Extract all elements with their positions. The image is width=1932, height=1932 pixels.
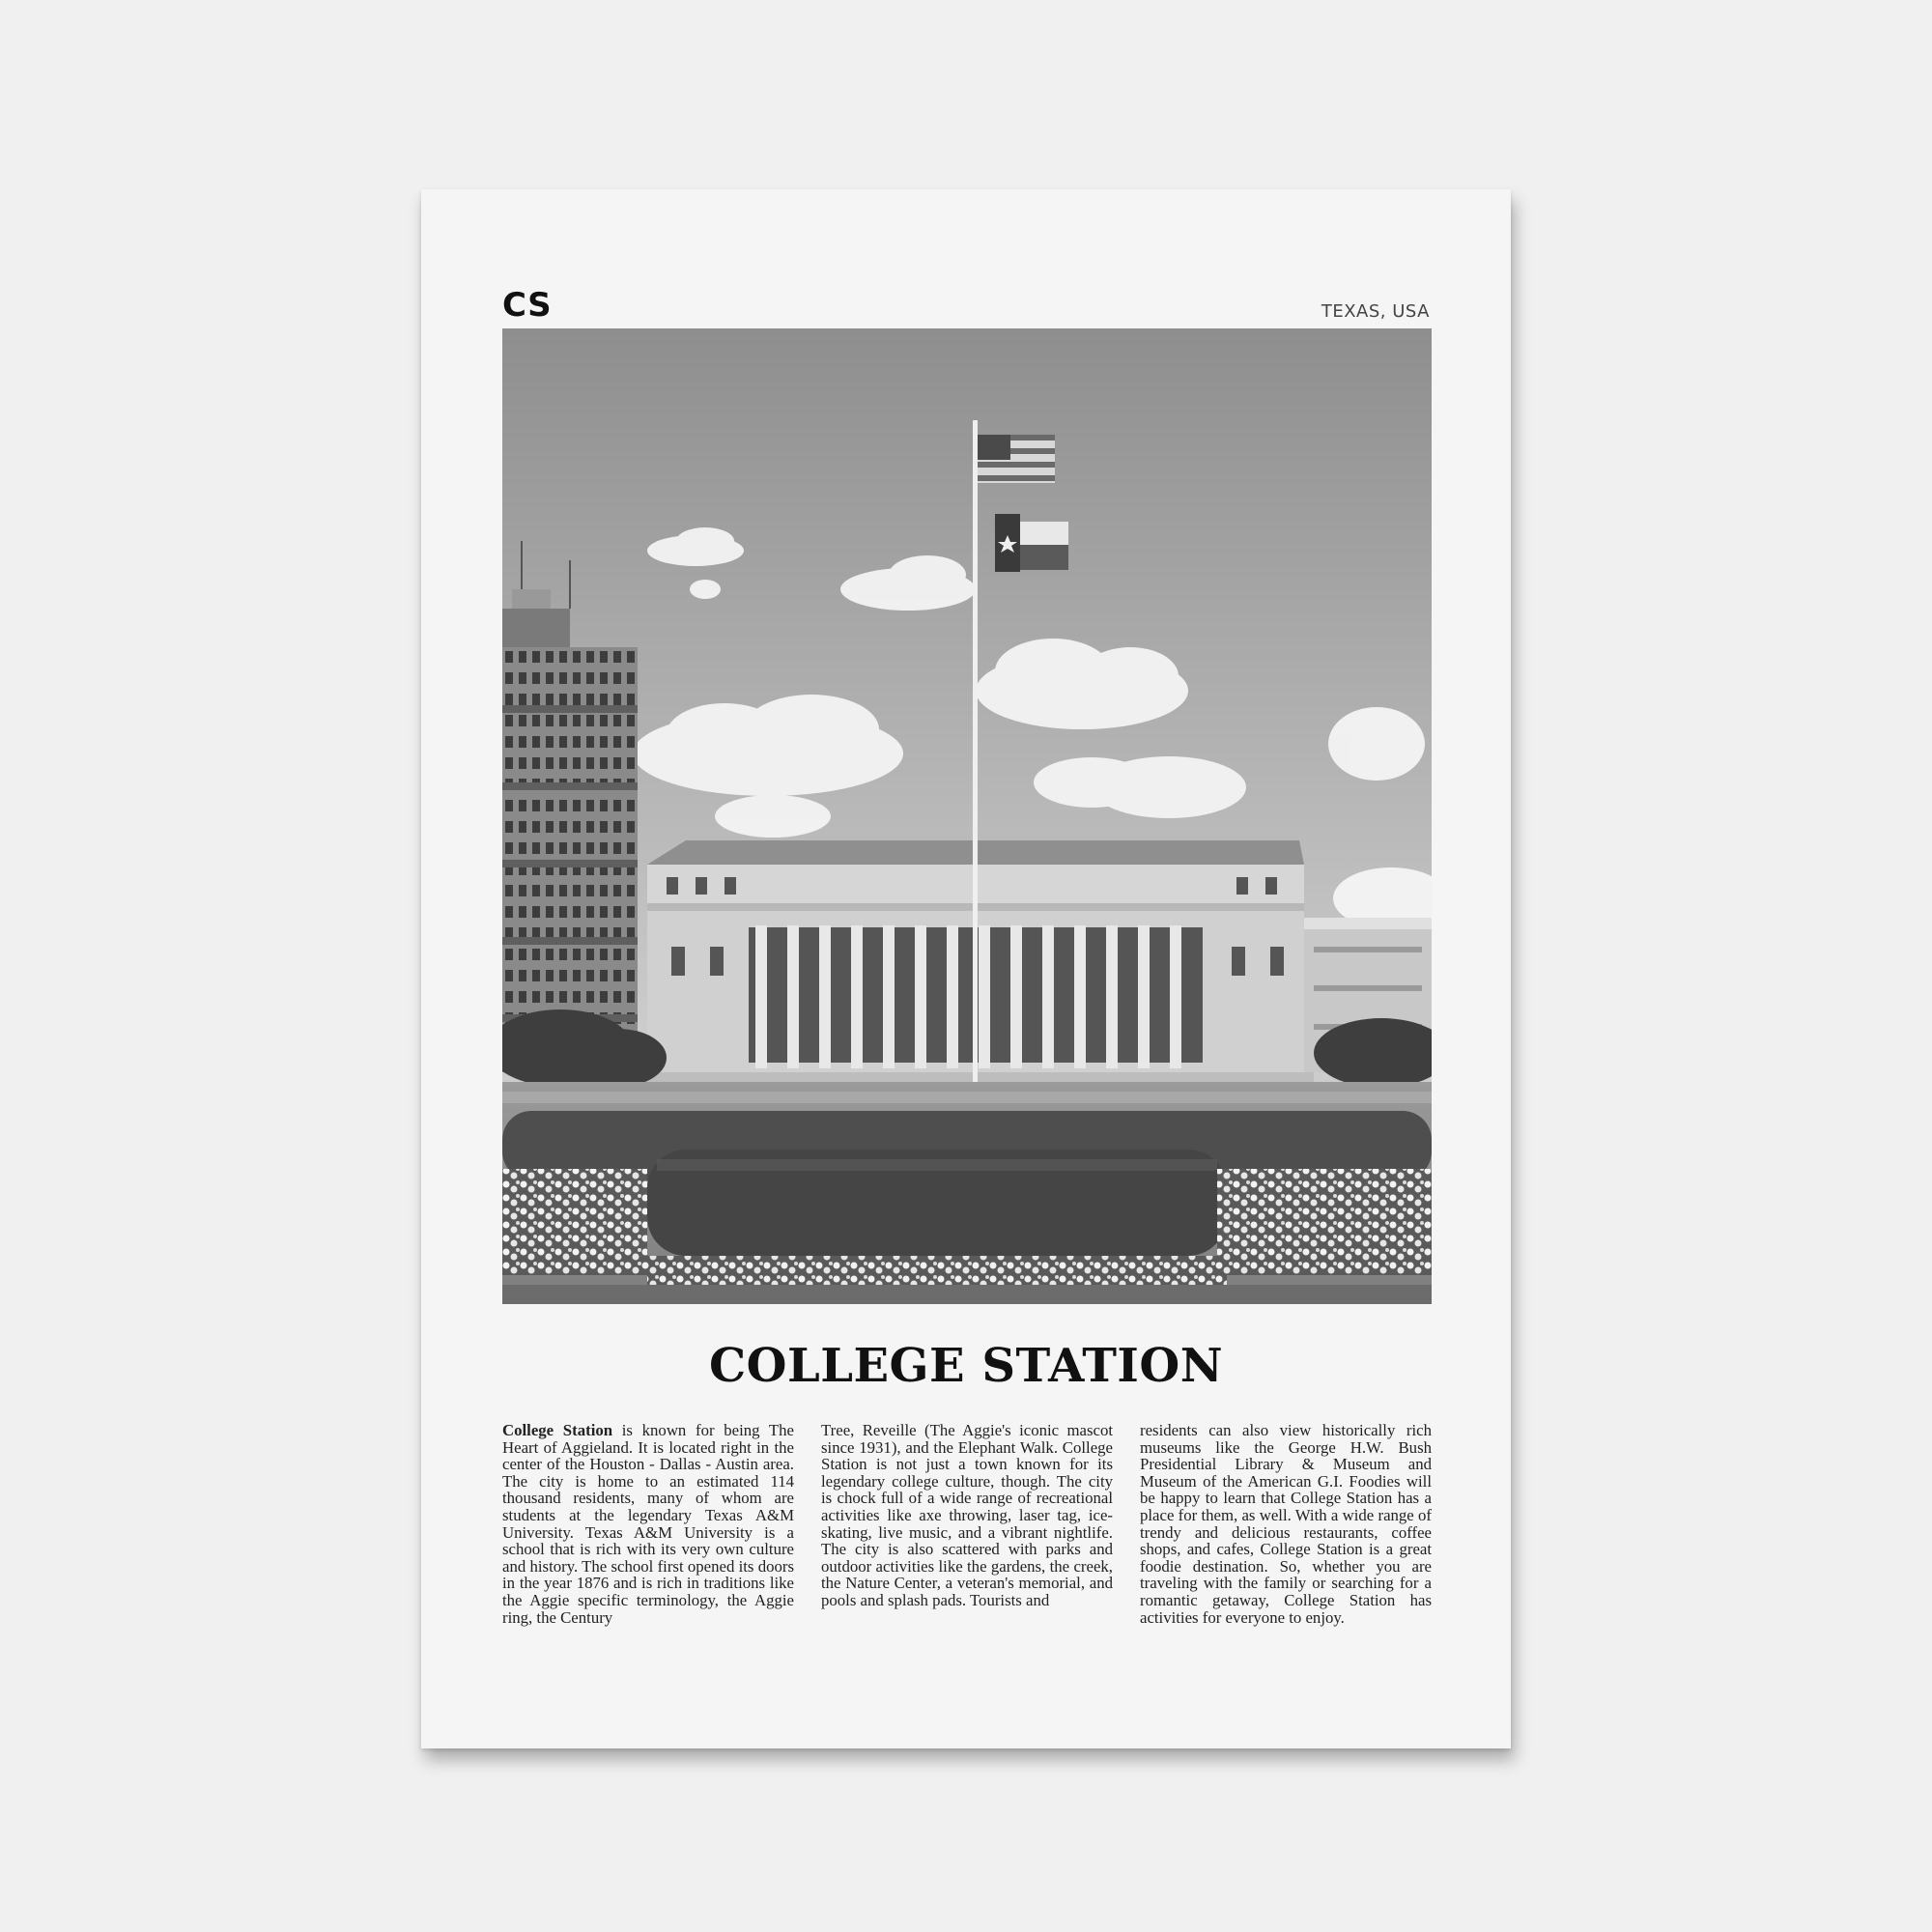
description-column-1 (502, 1422, 794, 1644)
foreground-grass (502, 1285, 1432, 1304)
us-flag (978, 435, 1055, 483)
description-text-1: is known for being The Heart of Aggieland. It is located right in the center of the Houston - Dallas - Austin area. The city is home to an estimated 114 thousand residents, many of whom are students at the legendary Texas A&M University. Texas A&M University is a school that is rich with its very own culture and history. The school first opened its doors in the year 1876 and is rich in traditions like the Aggie specific terminology, the Aggie ring, the Century (502, 1422, 794, 1627)
city-monogram: CS (502, 286, 553, 325)
description-column-3: residents can also view historically rich museums like the George H.W. Bush Presidential Library & Museum and Museum of the American G.I. Foodies will be happy to learn that College Station has a place for them, as well. With a wide range of trendy and delicious restaurants, coffee shops, and cafes, College Station is a great foodie destination. So, whether you are traveling with the family or searching for a romantic getaway, College Station has activities for everyone to enjoy. (1140, 1422, 1432, 1627)
description (502, 1422, 1432, 1644)
location-label: TEXAS, USA (1321, 301, 1430, 322)
description-lead: College Station (502, 1422, 613, 1439)
city-photo (502, 328, 1432, 1304)
city-title: COLLEGE STATION (708, 1339, 1224, 1393)
description-column-2: Tree, Reveille (The Aggie's iconic mascot since 1931), and the Elephant Walk. College Station is not just a town known for its legendary college culture, though. The city is chock full of a wide range of recreational activities like axe throwing, laser tag, ice-skating, live music, and a vibrant nightlife. The city is also scattered with parks and outdoor activities like the gardens, the creek, the Nature Center, a veteran's memorial, and pools and splash pads. Tourists and (821, 1422, 1113, 1609)
texas-flag (995, 514, 1068, 572)
poster (421, 189, 1511, 1748)
photo-illustration (502, 328, 1432, 1304)
